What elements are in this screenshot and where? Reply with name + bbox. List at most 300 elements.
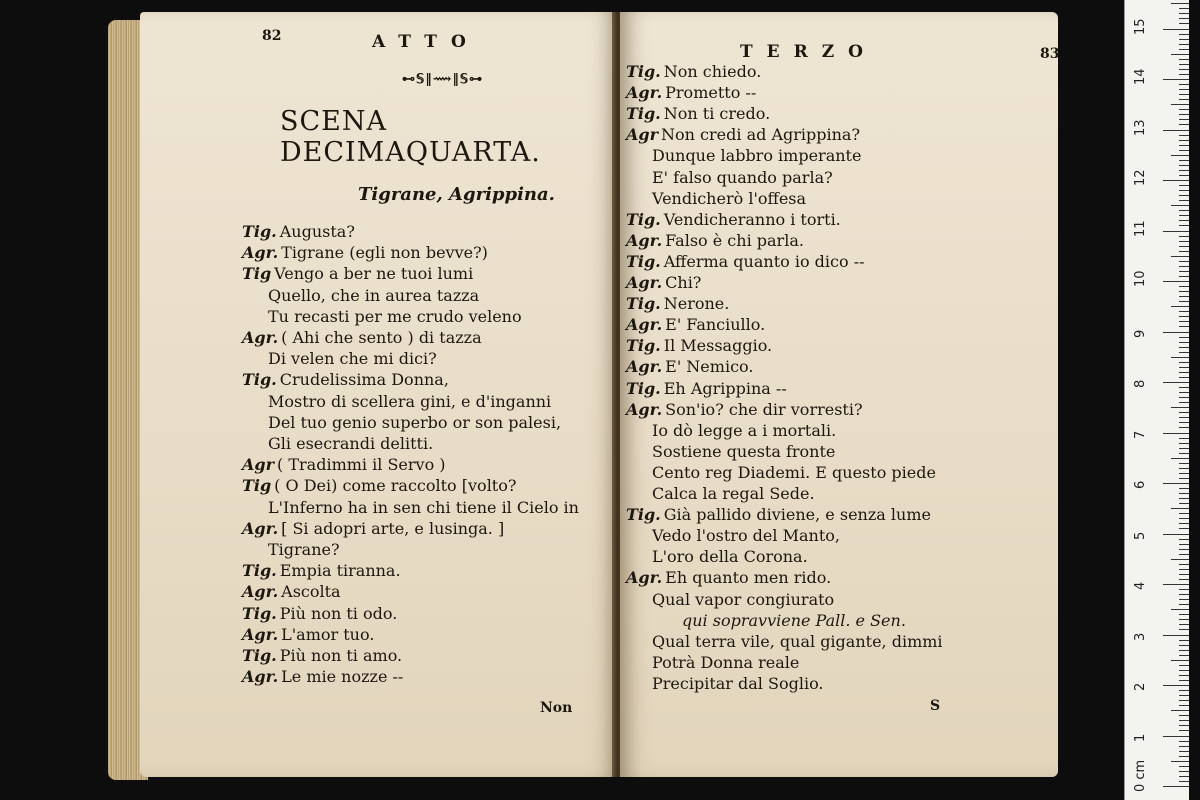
line-text: Tigrane (egli non bevve?) xyxy=(281,243,488,263)
ruler-tick xyxy=(1179,109,1189,110)
ruler-tick xyxy=(1179,316,1189,317)
ruler-label: 11 xyxy=(1133,219,1148,237)
speaker-label: Tig xyxy=(242,264,272,284)
measurement-ruler xyxy=(1124,0,1189,800)
ruler-tick xyxy=(1179,438,1189,439)
verse-line xyxy=(242,370,449,390)
ruler-tick xyxy=(1179,69,1189,70)
ruler-tick xyxy=(1179,266,1189,267)
line-text: Dunque labbro imperante xyxy=(652,146,862,166)
verse-line xyxy=(626,231,804,251)
ruler-tick xyxy=(1179,23,1189,24)
verse-line xyxy=(242,222,355,242)
speaker-label: Tig. xyxy=(626,294,661,314)
ruler-tick xyxy=(1171,3,1189,4)
line-text: Nerone. xyxy=(663,294,730,314)
ruler-tick xyxy=(1163,231,1189,232)
verse-line xyxy=(268,413,561,433)
speaker-label: Agr. xyxy=(242,667,279,687)
verse-line xyxy=(652,632,943,652)
line-text: Son'io? che dir vorresti? xyxy=(665,399,863,419)
ruler-tick xyxy=(1179,311,1189,312)
ruler-tick xyxy=(1179,165,1189,166)
speaker-label: Tig. xyxy=(242,222,277,241)
ruler-label: 8 xyxy=(1133,379,1148,388)
verse-line xyxy=(652,146,861,166)
speaker-label: Agr. xyxy=(626,273,663,292)
verse-line xyxy=(626,336,772,356)
ruler-tick xyxy=(1179,39,1189,40)
ruler-tick xyxy=(1179,220,1189,221)
ruler-tick xyxy=(1179,599,1189,600)
ruler-tick xyxy=(1179,700,1189,701)
open-book xyxy=(108,12,1068,782)
ruler-tick xyxy=(1179,422,1189,423)
ruler-tick xyxy=(1179,402,1189,403)
ruler-tick xyxy=(1179,604,1189,605)
line-text: Non chiedo. xyxy=(663,62,762,81)
ruler-tick xyxy=(1163,79,1189,80)
ruler-tick xyxy=(1163,685,1189,686)
ruler-tick xyxy=(1179,488,1189,489)
ruler-tick xyxy=(1179,624,1189,625)
ruler-tick xyxy=(1179,140,1189,141)
speaker-label: Agr. xyxy=(626,568,663,588)
ruler-tick xyxy=(1179,574,1189,575)
ruler-tick xyxy=(1179,614,1189,615)
verse-line xyxy=(268,434,433,454)
ruler-tick xyxy=(1163,180,1189,181)
ruler-tick xyxy=(1179,215,1189,216)
line-text: qui sopravviene Pall. e Sen. xyxy=(682,610,906,630)
ruler-tick xyxy=(1171,559,1189,560)
characters-heading: Tigrane, Agrippina. xyxy=(358,184,555,205)
ruler-tick xyxy=(1179,210,1189,211)
catchword: Non xyxy=(540,700,573,716)
ruler-label: 5 xyxy=(1133,531,1148,540)
ruler-tick xyxy=(1171,761,1189,762)
speaker-label: Agr. xyxy=(626,399,663,419)
speaker-label: Tig. xyxy=(626,336,661,356)
speaker-label: Tig. xyxy=(242,646,277,665)
line-text: Di velen che mi dici? xyxy=(268,349,437,369)
page-number: 83 xyxy=(1040,46,1060,62)
line-text: Augusta? xyxy=(279,222,355,241)
speaker-label: Agr. xyxy=(242,243,279,263)
ruler-tick xyxy=(1163,29,1189,30)
verse-line xyxy=(626,104,770,124)
line-text: Vendicherò l'offesa xyxy=(652,188,807,208)
line-text: Potrà Donna reale xyxy=(652,652,800,672)
ruler-tick xyxy=(1179,776,1189,777)
ruler-tick xyxy=(1179,8,1189,9)
ruler-tick xyxy=(1179,64,1189,65)
ruler-tick xyxy=(1179,114,1189,115)
line-text: L'oro della Corona. xyxy=(652,547,808,567)
verse-line xyxy=(242,328,482,348)
ruler-label: 0 cm xyxy=(1133,759,1148,792)
speaker-label: Tig. xyxy=(626,251,661,271)
ruler-tick xyxy=(1179,756,1189,757)
ruler-tick xyxy=(1179,190,1189,191)
speaker-label: Tig xyxy=(242,476,272,496)
ruler-tick xyxy=(1179,185,1189,186)
verse-line xyxy=(652,463,936,483)
ruler-tick xyxy=(1179,44,1189,45)
ruler-tick xyxy=(1171,306,1189,307)
ruler-tick xyxy=(1179,291,1189,292)
ruler-tick xyxy=(1179,417,1189,418)
ruler-tick xyxy=(1179,675,1189,676)
ruler-tick xyxy=(1179,665,1189,666)
ruler-tick xyxy=(1179,301,1189,302)
speaker-label: Tig. xyxy=(626,505,661,525)
line-text: Quello, che in aurea tazza xyxy=(268,285,480,305)
line-text: E' falso quando parla? xyxy=(652,167,833,187)
verse-line xyxy=(652,421,836,441)
verse-line xyxy=(652,484,815,504)
line-text: ( Ahi che sento ) di tazza xyxy=(281,328,482,347)
verse-line xyxy=(626,210,841,230)
ruler-tick xyxy=(1171,357,1189,358)
line-text: Già pallido diviene, e senza lume xyxy=(663,505,931,525)
ruler-tick xyxy=(1179,387,1189,388)
line-text: Vendicheranno i torti. xyxy=(663,209,841,229)
verse-line xyxy=(626,400,863,420)
ruler-label: 10 xyxy=(1133,270,1148,287)
ruler-tick xyxy=(1179,746,1189,747)
ruler-tick xyxy=(1179,655,1189,656)
ruler-tick xyxy=(1179,251,1189,252)
ruler-tick xyxy=(1179,478,1189,479)
ruler-tick xyxy=(1179,347,1189,348)
line-text: Ascolta xyxy=(281,582,341,602)
ruler-tick xyxy=(1179,34,1189,35)
ruler-tick xyxy=(1179,498,1189,499)
ruler-tick xyxy=(1179,771,1189,772)
line-text: Gli esecrandi delitti. xyxy=(268,434,434,453)
ruler-tick xyxy=(1179,503,1189,504)
ruler-tick xyxy=(1179,200,1189,201)
ruler-tick xyxy=(1179,397,1189,398)
ruler-tick xyxy=(1179,751,1189,752)
verse-line xyxy=(682,611,906,631)
ruler-label: 1 xyxy=(1133,733,1148,742)
ruler-tick xyxy=(1179,94,1189,95)
ruler-tick xyxy=(1179,640,1189,641)
ruler-tick xyxy=(1179,594,1189,595)
ruler-label: 9 xyxy=(1133,329,1148,338)
ruler-tick xyxy=(1163,130,1189,131)
line-text: Tigrane? xyxy=(268,540,340,559)
ruler-tick xyxy=(1179,518,1189,519)
verse-line xyxy=(626,252,865,272)
catchword: S xyxy=(930,698,941,714)
ruler-tick xyxy=(1179,271,1189,272)
line-text: ( Tradimmi il Servo ) xyxy=(277,455,446,475)
ruler-tick xyxy=(1179,589,1189,590)
ruler-tick xyxy=(1163,584,1189,585)
ruler-tick xyxy=(1179,412,1189,413)
ruler-tick xyxy=(1171,256,1189,257)
ruler-tick xyxy=(1179,261,1189,262)
ruler-tick xyxy=(1171,609,1189,610)
verse-line xyxy=(242,604,397,624)
verse-line xyxy=(242,582,341,602)
ruler-tick xyxy=(1179,730,1189,731)
verse-line xyxy=(626,62,761,82)
ruler-tick xyxy=(1179,670,1189,671)
ruler-tick xyxy=(1179,160,1189,161)
verse-line xyxy=(268,307,522,327)
ruler-tick xyxy=(1179,473,1189,474)
line-text: Afferma quanto io dico -- xyxy=(663,251,865,271)
line-text: Del tuo genio superbo or son palesi, xyxy=(268,412,562,432)
line-text: Eh quanto men rido. xyxy=(665,568,832,588)
ruler-tick xyxy=(1179,241,1189,242)
ruler-tick xyxy=(1179,124,1189,125)
line-text: Non ti credo. xyxy=(663,104,771,124)
ruler-label: 6 xyxy=(1133,480,1148,489)
verse-line xyxy=(626,315,765,335)
ruler-tick xyxy=(1179,427,1189,428)
line-text: Falso è chi parla. xyxy=(665,230,804,250)
verse-line xyxy=(626,568,831,588)
ruler-tick xyxy=(1179,443,1189,444)
ruler-tick xyxy=(1179,549,1189,550)
ruler-tick xyxy=(1179,741,1189,742)
verse-line xyxy=(652,590,834,610)
ruler-tick xyxy=(1179,619,1189,620)
verse-line xyxy=(652,674,824,694)
verse-line xyxy=(626,505,931,525)
ruler-label: 7 xyxy=(1133,430,1148,439)
verse-line xyxy=(626,125,860,145)
speaker-label: Agr. xyxy=(242,582,279,602)
ruler-tick xyxy=(1179,145,1189,146)
line-text: Precipitar dal Soglio. xyxy=(652,673,824,693)
ruler-tick xyxy=(1179,99,1189,100)
line-text: Tu recasti per me crudo veleno xyxy=(268,306,522,326)
ruler-tick xyxy=(1171,710,1189,711)
ruler-tick xyxy=(1179,84,1189,85)
ruler-tick xyxy=(1179,680,1189,681)
ruler-tick xyxy=(1179,372,1189,373)
ruler-tick xyxy=(1179,463,1189,464)
ruler-tick xyxy=(1179,564,1189,565)
line-text: Più non ti amo. xyxy=(279,646,403,665)
speaker-label: Agr. xyxy=(626,230,663,250)
ruler-tick xyxy=(1179,337,1189,338)
ruler-tick xyxy=(1179,528,1189,529)
ruler-label: 14 xyxy=(1133,68,1148,85)
ruler-tick xyxy=(1163,534,1189,535)
ruler-tick xyxy=(1179,695,1189,696)
ruler-tick xyxy=(1179,236,1189,237)
ruler-tick xyxy=(1179,539,1189,540)
ruler-tick xyxy=(1179,468,1189,469)
line-text: Vengo a ber ne tuoi lumi xyxy=(274,264,474,284)
ruler-label: 3 xyxy=(1133,632,1148,641)
speaker-label: Tig. xyxy=(626,209,661,229)
verse-line xyxy=(626,83,756,103)
ruler-tick xyxy=(1171,205,1189,206)
ruler-tick xyxy=(1179,119,1189,120)
scene-title: SCENA DECIMAQUARTA. xyxy=(280,106,541,168)
ruler-label: 15 xyxy=(1133,17,1148,35)
verse-line xyxy=(268,286,479,306)
speaker-label: Tig. xyxy=(242,370,277,390)
ruler-tick xyxy=(1179,392,1189,393)
ruler-tick xyxy=(1179,225,1189,226)
running-head: ATTO xyxy=(372,32,480,52)
verse-line xyxy=(652,653,799,673)
ornament: ⊷𝕊‖⟿‖𝕊⊶ xyxy=(402,72,484,87)
ruler-tick xyxy=(1179,362,1189,363)
ruler-tick xyxy=(1179,645,1189,646)
ruler-tick xyxy=(1179,513,1189,514)
line-text: Eh Agrippina -- xyxy=(663,378,787,398)
verse-line xyxy=(626,294,729,314)
verse-line xyxy=(268,392,551,412)
ruler-tick xyxy=(1179,59,1189,60)
line-text: Più non ti odo. xyxy=(279,603,398,623)
speaker-label: Agr xyxy=(242,455,275,475)
verse-line xyxy=(242,264,473,284)
verse-line xyxy=(242,519,504,539)
speaker-label: Tig. xyxy=(626,104,661,124)
ruler-tick xyxy=(1163,736,1189,737)
ruler-tick xyxy=(1171,508,1189,509)
ruler-label: 2 xyxy=(1133,682,1148,691)
line-text: Cento reg Diademi. E questo piede xyxy=(652,462,936,482)
speaker-label: Agr. xyxy=(626,315,663,335)
line-text: Calca la regal Sede. xyxy=(652,484,815,503)
verse-line xyxy=(242,455,446,475)
ruler-tick xyxy=(1163,382,1189,383)
speaker-label: Tig. xyxy=(626,378,661,398)
speaker-label: Agr. xyxy=(242,518,279,538)
speaker-label: Agr. xyxy=(626,357,663,377)
ruler-tick xyxy=(1179,342,1189,343)
line-text: E' Nemico. xyxy=(665,357,754,377)
ruler-tick xyxy=(1179,720,1189,721)
ruler-tick xyxy=(1179,150,1189,151)
ruler-tick xyxy=(1179,296,1189,297)
speaker-label: Agr. xyxy=(626,83,663,103)
ruler-tick xyxy=(1163,786,1189,787)
ruler-tick xyxy=(1179,569,1189,570)
verse-line xyxy=(242,646,402,666)
verse-line xyxy=(242,561,401,581)
ruler-tick xyxy=(1179,650,1189,651)
ruler-tick xyxy=(1179,321,1189,322)
verse-line xyxy=(652,189,806,209)
speaker-label: Tig. xyxy=(242,561,277,581)
verse-line xyxy=(242,625,374,645)
ruler-tick xyxy=(1171,660,1189,661)
ruler-tick xyxy=(1179,18,1189,19)
line-text: L'Inferno ha in sen chi tiene il Cielo in xyxy=(268,497,579,517)
ruler-tick xyxy=(1179,493,1189,494)
line-text: Non credi ad Agrippina? xyxy=(661,125,861,145)
line-text: Crudelissima Donna, xyxy=(279,370,449,390)
ruler-tick xyxy=(1179,705,1189,706)
verse-line xyxy=(652,442,835,462)
line-text: Prometto -- xyxy=(665,83,757,103)
line-text: Vedo l'ostro del Manto, xyxy=(652,526,840,546)
line-text: Io dò legge a i mortali. xyxy=(652,420,837,440)
running-head: TERZO xyxy=(740,42,877,62)
verse-line xyxy=(626,357,753,377)
ruler-tick xyxy=(1163,433,1189,434)
speaker-label: Tig. xyxy=(626,62,661,81)
line-text: E' Fanciullo. xyxy=(665,315,766,335)
ruler-tick xyxy=(1179,195,1189,196)
ruler-tick xyxy=(1179,170,1189,171)
speaker-label: Tig. xyxy=(242,603,277,623)
speaker-label: Agr. xyxy=(242,624,279,644)
line-text: Sostiene questa fronte xyxy=(652,441,836,461)
ruler-label: 13 xyxy=(1133,118,1148,136)
ruler-tick xyxy=(1179,276,1189,277)
ruler-tick xyxy=(1179,352,1189,353)
verse-line xyxy=(268,498,579,518)
verse-line xyxy=(268,349,437,369)
ruler-tick xyxy=(1179,725,1189,726)
ruler-tick xyxy=(1171,458,1189,459)
line-text: Chi? xyxy=(665,273,702,292)
ruler-tick xyxy=(1171,54,1189,55)
verse-line xyxy=(626,379,787,399)
ruler-tick xyxy=(1179,74,1189,75)
line-text: L'amor tuo. xyxy=(281,624,375,644)
ruler-tick xyxy=(1179,286,1189,287)
ruler-tick xyxy=(1179,135,1189,136)
ruler-label: 4 xyxy=(1133,581,1148,590)
ruler-tick xyxy=(1179,629,1189,630)
ruler-tick xyxy=(1171,407,1189,408)
ruler-tick xyxy=(1179,49,1189,50)
ruler-tick xyxy=(1179,246,1189,247)
ruler-tick xyxy=(1179,453,1189,454)
ruler-tick xyxy=(1179,715,1189,716)
ruler-tick xyxy=(1163,635,1189,636)
ruler-tick xyxy=(1179,579,1189,580)
verse-line xyxy=(268,540,340,560)
verse-line xyxy=(652,526,840,546)
line-text: Le mie nozze -- xyxy=(281,667,404,687)
ruler-tick xyxy=(1179,448,1189,449)
line-text: Il Messaggio. xyxy=(663,336,773,356)
line-text: [ Si adopri arte, e lusinga. ] xyxy=(281,518,505,538)
verse-line xyxy=(242,667,403,687)
ruler-tick xyxy=(1179,326,1189,327)
verse-line xyxy=(242,476,516,496)
ruler-tick xyxy=(1179,690,1189,691)
ruler-tick xyxy=(1179,377,1189,378)
ruler-tick xyxy=(1179,13,1189,14)
ruler-tick xyxy=(1163,332,1189,333)
page-number: 82 xyxy=(262,28,282,44)
ruler-tick xyxy=(1179,554,1189,555)
right-page xyxy=(620,12,1058,777)
speaker-label: Agr. xyxy=(242,328,279,347)
ruler-tick xyxy=(1163,483,1189,484)
verse-line xyxy=(242,243,488,263)
line-text: Mostro di scellera gini, e d'inganni xyxy=(268,391,552,411)
ruler-tick xyxy=(1179,766,1189,767)
